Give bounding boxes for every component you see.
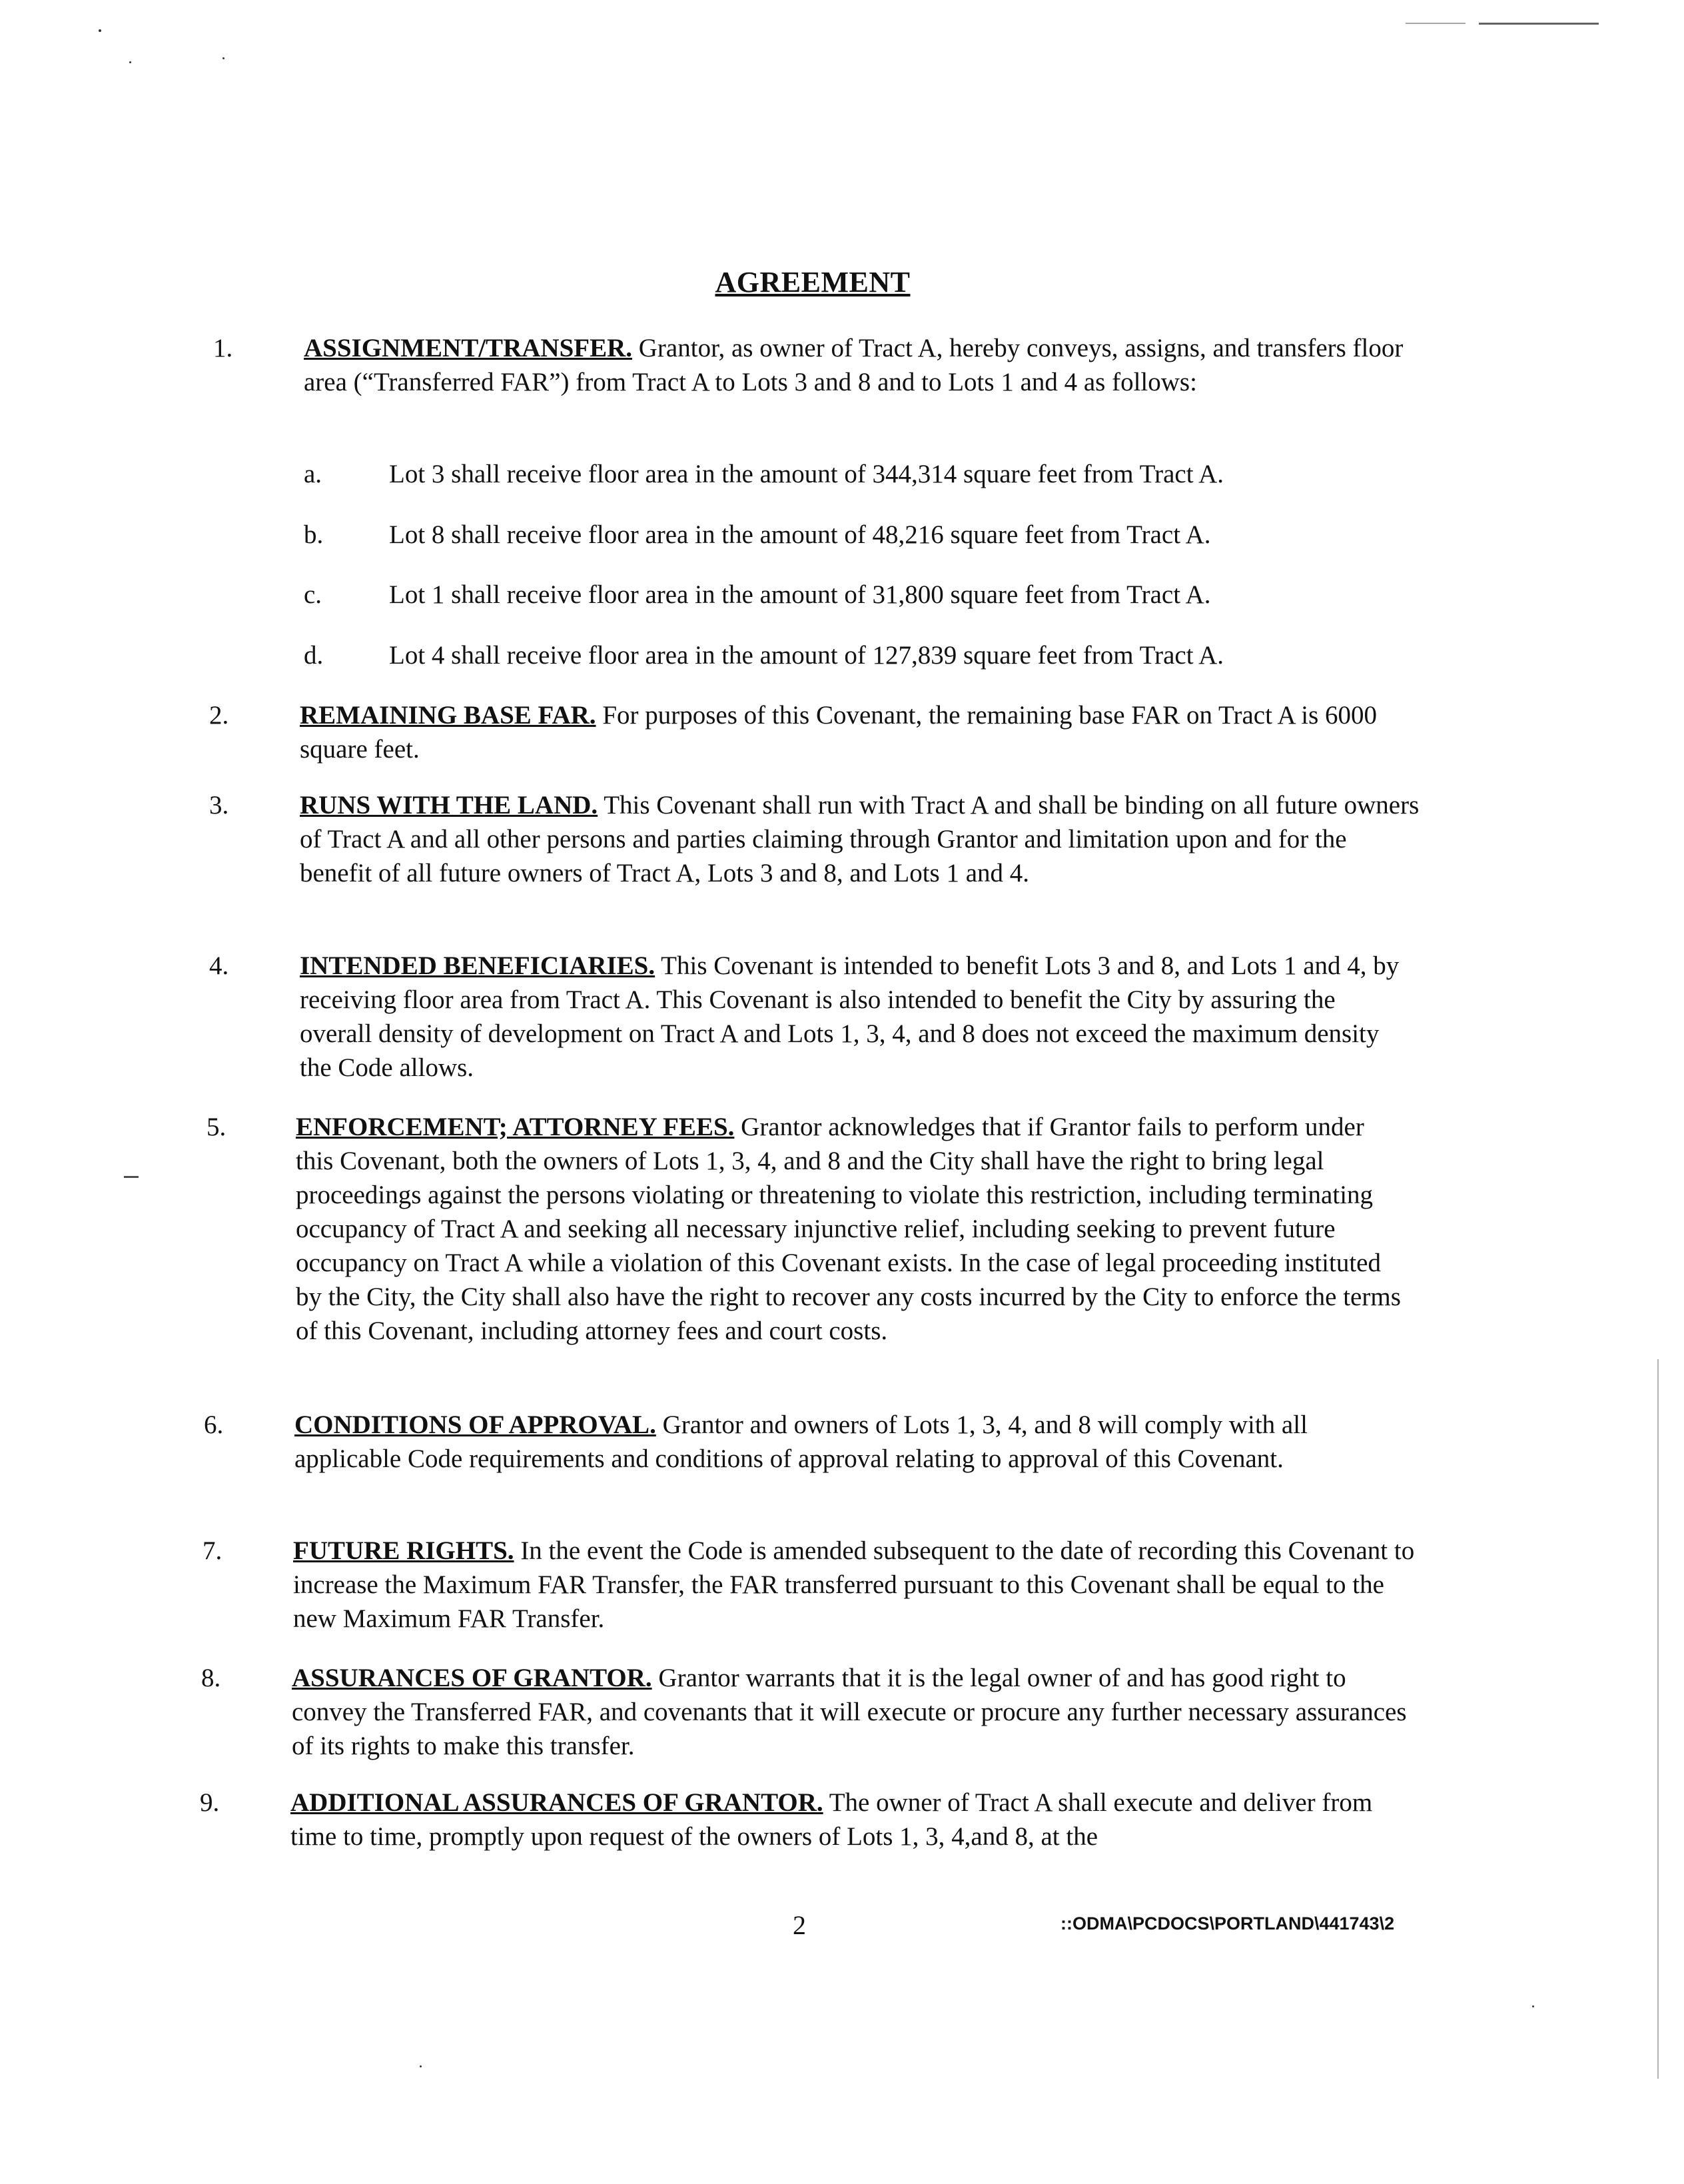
clause-heading: INTENDED BENEFICIARIES. [300, 951, 655, 980]
scan-speck [222, 57, 224, 59]
subclause-letter: a. [304, 460, 322, 488]
clause-number: 6. [204, 1410, 224, 1439]
subclause-text: Lot 8 shall receive floor area in the amount of 48,216 square feet from Tract A. [389, 520, 1211, 549]
clause-number: 4. [209, 951, 229, 980]
scan-artifact-top-right-dashes [1406, 23, 1466, 24]
page-number: 2 [793, 1910, 806, 1940]
clause-number: 8. [201, 1664, 221, 1692]
clause-number: 5. [207, 1113, 226, 1141]
clause-heading: ASSURANCES OF GRANTOR. [292, 1664, 652, 1692]
clause-body [304, 331, 1412, 399]
clause-number: 1. [213, 334, 233, 362]
clause-8 [201, 1661, 1407, 1763]
scan-speck [1532, 2005, 1534, 2007]
clause-text: This Covenant shall run with Tract A and shall be binding on all future owners of Tract A and all other persons and parties claiming through Grantor and limitation upon and for the benefit of all future owners of Tract A, Lots 3 and 8, and Lots 1 and 4. [300, 791, 1420, 887]
clause-text: Grantor warrants that it is the legal owner of and has good right to convey the Transferred FAR, and covenants that it will execute or procure any further necessary assurances of its rights to make this transfer. [292, 1664, 1407, 1760]
clause-heading: ENFORCEMENT; ATTORNEY FEES. [296, 1113, 735, 1141]
scan-artifact-left-dash [124, 1176, 139, 1178]
subclause-text: Lot 1 shall receive floor area in the amount of 31,800 square feet from Tract A. [389, 580, 1211, 609]
clause-5 [207, 1110, 1406, 1382]
subclause-text: Lot 4 shall receive floor area in the amount of 127,839 square feet from Tract A. [389, 641, 1224, 670]
clause-text: For purposes of this Covenant, the remaining base FAR on Tract A is 6000 square feet. [300, 701, 1378, 764]
subclause-letter: c. [304, 580, 322, 609]
scan-speck [99, 29, 101, 32]
clause-text: The owner of Tract A shall execute and deliver from time to time, promptly upon request of the owners of Lots 1, 3, 4,and 8, at the [290, 1788, 1373, 1851]
clause-heading: REMAINING BASE FAR. [300, 701, 596, 730]
clause-number: 3. [209, 791, 229, 819]
agreement-title: AGREEMENT [715, 266, 911, 298]
clause-2 [209, 698, 1412, 766]
scan-artifact-right-edge [1657, 1359, 1659, 2079]
clause-heading: ADDITIONAL ASSURANCES OF GRANTOR. [290, 1788, 823, 1817]
clause-body [290, 1786, 1399, 1854]
clause-body [294, 1408, 1410, 1476]
clause-text: Grantor acknowledges that if Grantor fails to perform under this Covenant, both the owners of Lots 1, 3, 4, and 8 and the City shall have the right to bring legal proceedings against the persons violating or threatening to violate this restriction, including terminating occupancy of Tract A and seeking all necessary injunctive relief, including seeking to prevent future occupancy on Tract A while a violation of this Covenant exists. In the case of legal proceeding instituted by the City, the City shall also have the right to recover any costs incurred by the City to enforce the terms of this Covenant, including attorney fees and court costs. [296, 1113, 1401, 1345]
subclause-letter: d. [304, 641, 324, 670]
subclause-letter: b. [304, 520, 324, 549]
subclause-b [304, 518, 1370, 552]
clause-number: 7. [203, 1536, 222, 1565]
clause-number: 2. [209, 701, 229, 730]
document-path: ::ODMA\PCDOCS\PORTLAND\441743\2 [1060, 1913, 1395, 1933]
clause-text: Grantor and owners of Lots 1, 3, 4, and 8 will comply with all applicable Code requirements and conditions of approval relating to approval of this Covenant. [294, 1410, 1308, 1473]
clause-text: In the event the Code is amended subsequent to the date of recording this Covenant to increase the Maximum FAR Transfer, the FAR transferred pursuant to this Covenant shall be equal to the new Maximum FAR Transfer. [293, 1536, 1415, 1633]
clause-6 [204, 1408, 1410, 1510]
clause-body [300, 698, 1412, 766]
subclause-c [304, 578, 1370, 612]
clause-heading: CONDITIONS OF APPROVAL. [294, 1410, 656, 1439]
clause-heading: RUNS WITH THE LAND. [300, 791, 598, 819]
clause-text: This Covenant is intended to benefit Lots 3 and 8, and Lots 1 and 4, by receiving floor area from Tract A. This Covenant is also intended to benefit the City by assuring the overall density of development on Tract A and Lots 1, 3, 4, and 8 does not exceed the maximum density the Code allows. [300, 951, 1400, 1082]
scan-speck [129, 61, 131, 63]
clause-1 [213, 331, 1412, 438]
clause-heading: ASSIGNMENT/TRANSFER. [304, 334, 633, 362]
clause-4 [209, 949, 1412, 1085]
scan-speck [420, 2065, 422, 2067]
subclause-text: Lot 3 shall receive floor area in the amount of 344,314 square feet from Tract A. [389, 460, 1224, 488]
clause-number: 9. [200, 1788, 220, 1817]
subclause-d [304, 638, 1370, 672]
clause-body [300, 788, 1422, 890]
clause-body [296, 1110, 1406, 1348]
clause-3 [209, 788, 1422, 924]
clause-body [293, 1534, 1428, 1636]
clause-text: Grantor, as owner of Tract A, hereby conveys, assigns, and transfers floor area (“Transferred FAR”) from Tract A to Lots 3 and 8 and to Lots 1 and 4 as follows: [304, 334, 1404, 396]
clause-body [292, 1661, 1407, 1763]
subclause-a [304, 457, 1370, 491]
scan-artifact-top-right [1479, 23, 1599, 25]
clause-9 [200, 1786, 1399, 1854]
clause-body [300, 949, 1412, 1085]
clause-7 [203, 1534, 1428, 1636]
clause-heading: FUTURE RIGHTS. [293, 1536, 514, 1565]
